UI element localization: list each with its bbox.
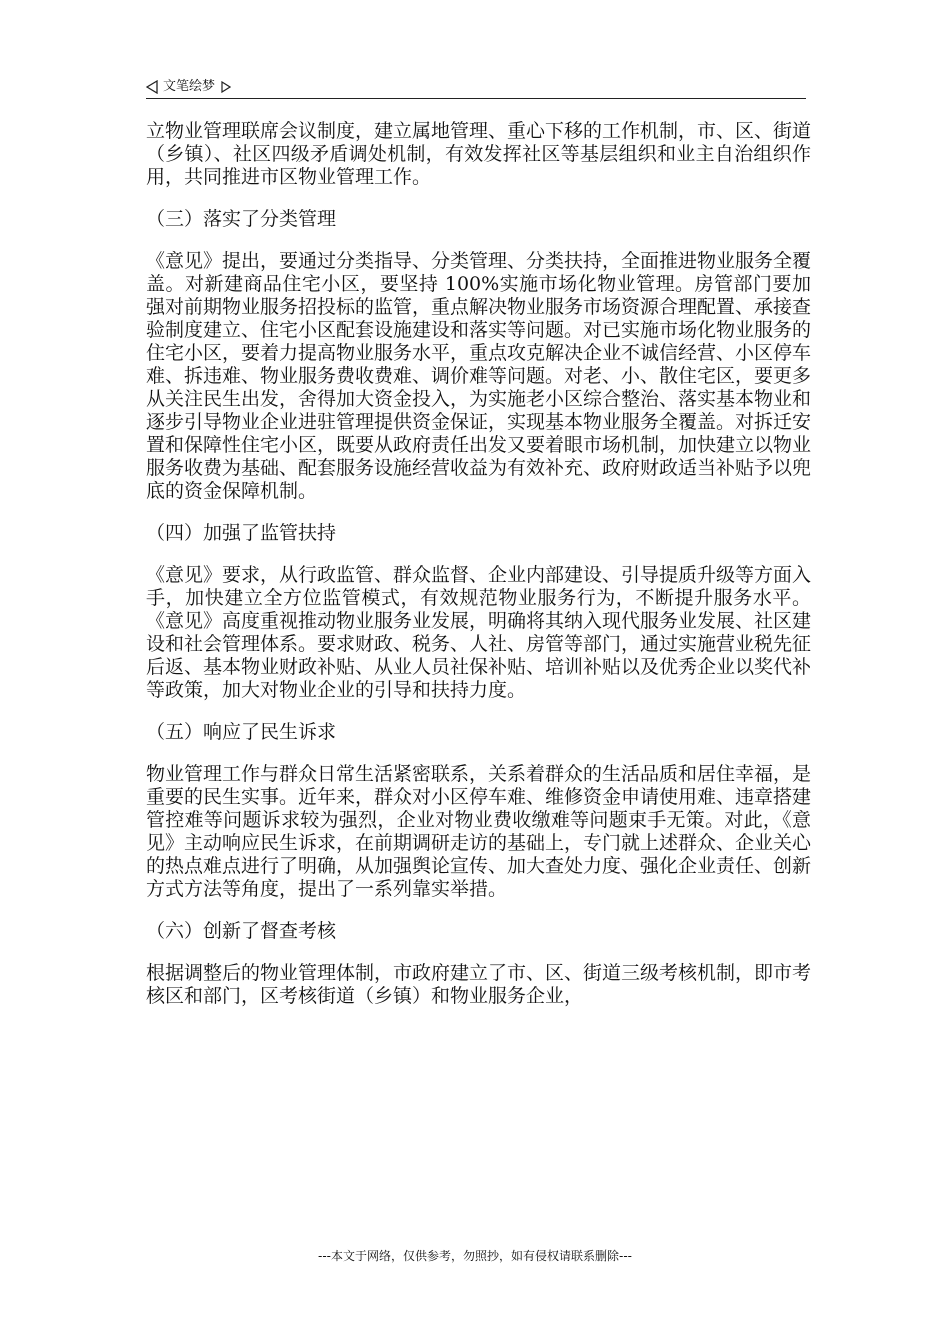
- section-heading: （五）响应了民生诉求: [146, 721, 337, 743]
- page-header: [146, 76, 806, 99]
- section-heading: （六）创新了督查考核: [146, 920, 337, 942]
- paragraph: 《意见》要求，从行政监管、群众监督、企业内部建设、引导提质升级等方面入手，加快建立全方位监管模式，有效规范物业服务行为，不断提升服务水平。《意见》高度重视推动物业服务业发展，明确将其纳入现代服务业发展、社区建设和社会管理体系。要求财政、税务、人社、房管等部门，通过实施营业税先征后返、基本物业财政补贴、从业人员社保补贴、培训补贴以及优秀企业以奖代补等政策，加大对物业企业的引导和扶持力度。: [146, 564, 812, 701]
- section-heading: （三）落实了分类管理: [146, 208, 337, 230]
- paragraph: 根据调整后的物业管理体制，市政府建立了市、区、街道三级考核机制，即市考核区和部门，区考核街道（乡镇）和物业服务企业，: [146, 962, 812, 1007]
- triangle-right-icon: [221, 81, 231, 93]
- document-body: [146, 120, 811, 1027]
- section-heading: （四）加强了监管扶持: [146, 522, 337, 544]
- paragraph: 物业管理工作与群众日常生活紧密联系，关系着群众的生活品质和居住幸福，是重要的民生实事。近年来，群众对小区停车难、维修资金申请使用难、违章搭建管控难等问题诉求较为强烈，企业对物业费收缴难等问题束手无策。对此，《意见》主动响应民生诉求，在前期调研走访的基础上，专门就上述群众、企业关心的热点难点进行了明确，从加强舆论宣传、加大查处力度、强化企业责任、创新方式方法等角度，提出了一系列靠实举措。: [146, 763, 812, 900]
- triangle-left-icon: [146, 80, 158, 94]
- paragraph: 《意见》提出，要通过分类指导、分类管理、分类扶持，全面推进物业服务全覆盖。对新建商品住宅小区，要坚持 100%实施市场化物业管理。房管部门要加强对前期物业服务招投标的监管，重点解决物业服务市场资源合理配置、承接查验制度建立、住宅小区配套设施建设和落实等问题。对已实施市场化物业服务的住宅小区，要着力提高物业服务水平，重点攻克解决企业不诚信经营、小区停车难、拆违难、物业服务费收费难、调价难等问题。对老、小、散住宅区，要更多从关注民生出发，舍得加大资金投入，为实施老小区综合整治、落实基本物业和逐步引导物业企业进驻管理提供资金保证，实现基本物业服务全覆盖。对拆迁安置和保障性住宅小区，既要从政府责任出发又要着眼市场机制，加快建立以物业服务收费为基础、配套服务设施经营收益为有效补充、政府财政适当补贴予以兜底的资金保障机制。: [146, 250, 812, 502]
- paragraph: 立物业管理联席会议制度，建立属地管理、重心下移的工作机制，市、区、街道（乡镇）、社区四级矛盾调处机制，有效发挥社区等基层组织和业主自治组织作用，共同推进市区物业管理工作。: [146, 120, 812, 188]
- header-brand: 文笔绘梦: [163, 79, 216, 94]
- page-footer: ---本文于网络，仅供参考，勿照抄，如有侵权请联系删除---: [318, 1249, 632, 1263]
